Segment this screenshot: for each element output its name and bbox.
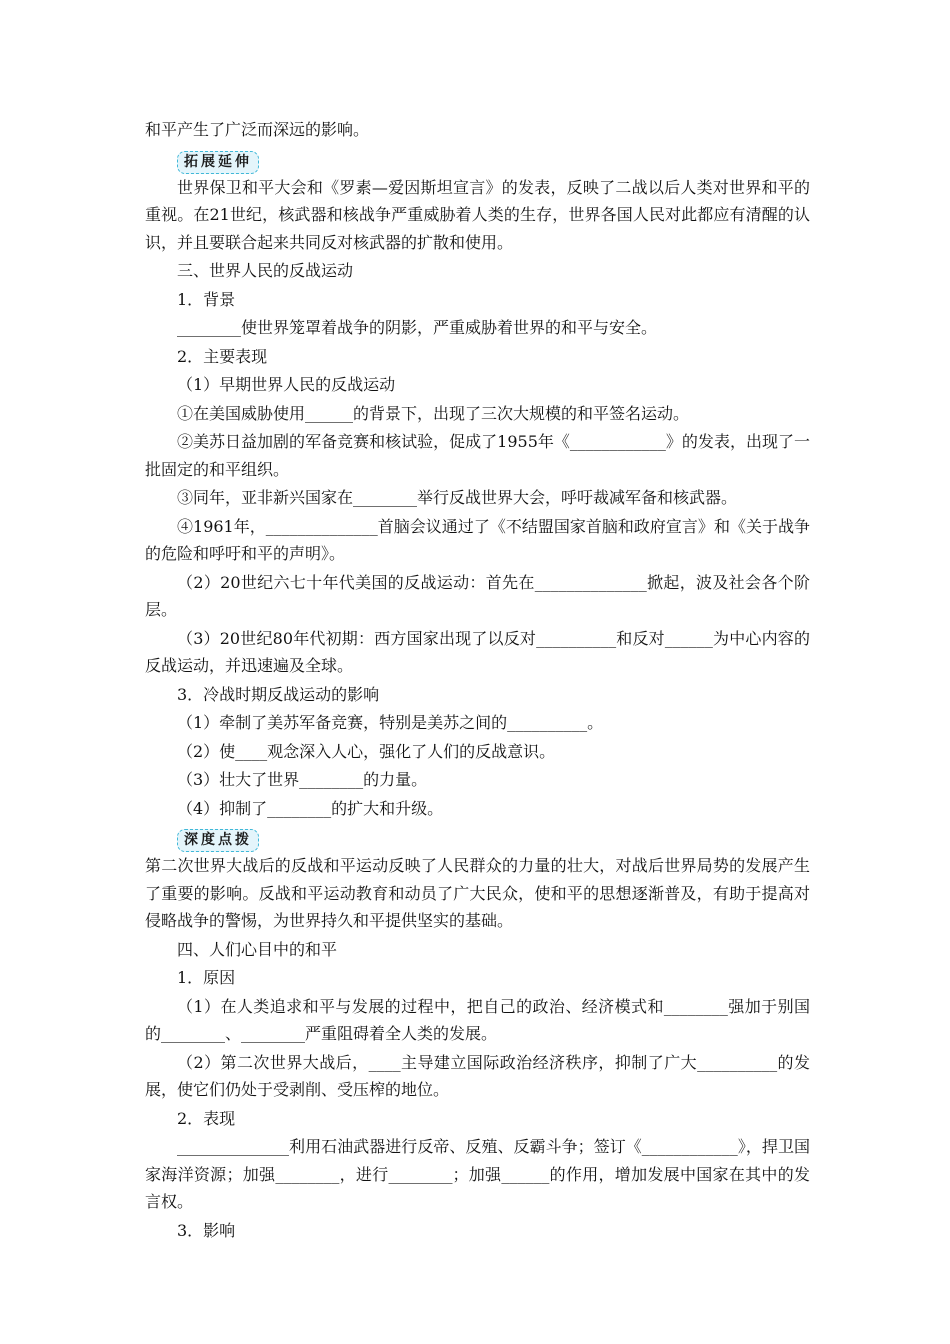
insight-tag-badge: 深度点拨 — [177, 829, 259, 852]
list-item: ①在美国威胁使用______的背景下，出现了三次大规模的和平签名运动。 — [177, 403, 690, 423]
list-item: （3）壮大了世界________的力量。 — [177, 770, 428, 789]
paragraph: 世界保卫和平大会和《罗素—爱因斯坦宣言》的发表，反映了二战以后人类对世界和平的重视。在21世纪，核武器和核战争严重威胁着人类的生存，世界各国人民对此都应有清醒的认识，并且要联合起来共同反对核武器的扩散和使用。 — [145, 177, 810, 252]
subsection-heading: 2．主要表现 — [177, 346, 268, 366]
subsection-heading: 1．原因 — [177, 968, 236, 987]
list-item: ②美苏日益加剧的军备竞赛和核试验，促成了1955年《____________》的发表，出现了一批固定的和平组织。 — [145, 432, 810, 479]
list-item: （2）第二次世界大战后，____主导建立国际政治经济秩序，抑制了广大__________的发展，使它们仍处于受剥削、受压榨的地位。 — [145, 1052, 810, 1099]
subsection-heading: 3．冷战时期反战运动的影响 — [177, 684, 380, 704]
list-item: （1）牵制了美苏军备竞赛，特别是美苏之间的__________。 — [177, 713, 604, 732]
insight-tag-row — [145, 822, 810, 852]
subsection-heading: 2．表现 — [177, 1108, 236, 1128]
list-item: （3）20世纪80年代初期：西方国家出现了以反对__________和反对______为中心内容的反战运动，并迅速遍及全球。 — [145, 628, 810, 675]
subsection-heading: 1．背景 — [177, 289, 236, 309]
list-item: （1）早期世界人民的反战运动 — [177, 375, 396, 394]
list-item: （1）在人类追求和平与发展的过程中，把自己的政治、经济模式和________强加于别国的________、________严重阻碍着全人类的发展。 — [145, 996, 810, 1043]
paragraph: 第二次世界大战后的反战和平运动反映了人民群众的力量的壮大，对战后世界局势的发展产生了重要的影响。反战和平运动教育和动员了广大民众，使和平的思想逐渐普及，有助于提高对侵略战争的警惕，为世界持久和平提供坚实的基础。 — [145, 856, 810, 930]
list-item: （4）抑制了________的扩大和升级。 — [177, 798, 444, 818]
fill-blank-line: ______________利用石油武器进行反帝、反殖、反霸斗争；签订《____________》，捍卫国家海洋资源；加强________，进行________；加强______的作用，增加发展中国家在其中的发言权。 — [145, 1137, 810, 1211]
extension-tag-badge: 拓展延伸 — [177, 151, 259, 174]
fill-blank-line: ________使世界笼罩着战争的阴影，严重威胁着世界的和平与安全。 — [177, 318, 658, 337]
subsection-heading: 3．影响 — [177, 1220, 236, 1240]
list-item: （2）20世纪六七十年代美国的反战运动：首先在______________掀起，波及社会各个阶层。 — [145, 572, 810, 619]
paragraph: 和平产生了广泛而深远的影响。 — [145, 120, 370, 139]
section-heading: 三、世界人民的反战运动 — [177, 261, 354, 280]
list-item: ③同年，亚非新兴国家在________举行反战世界大会，呼吁裁减军备和核武器。 — [177, 488, 738, 507]
list-item: ④1961年，______________首脑会议通过了《不结盟国家首脑和政府宣言》和《关于战争的危险和呼吁和平的声明》。 — [145, 516, 810, 563]
section-heading: 四、人们心目中的和平 — [177, 939, 338, 959]
list-item: （2）使____观念深入人心，强化了人们的反战意识。 — [177, 741, 556, 761]
document-body — [145, 116, 810, 1244]
extension-tag-row — [145, 144, 810, 174]
